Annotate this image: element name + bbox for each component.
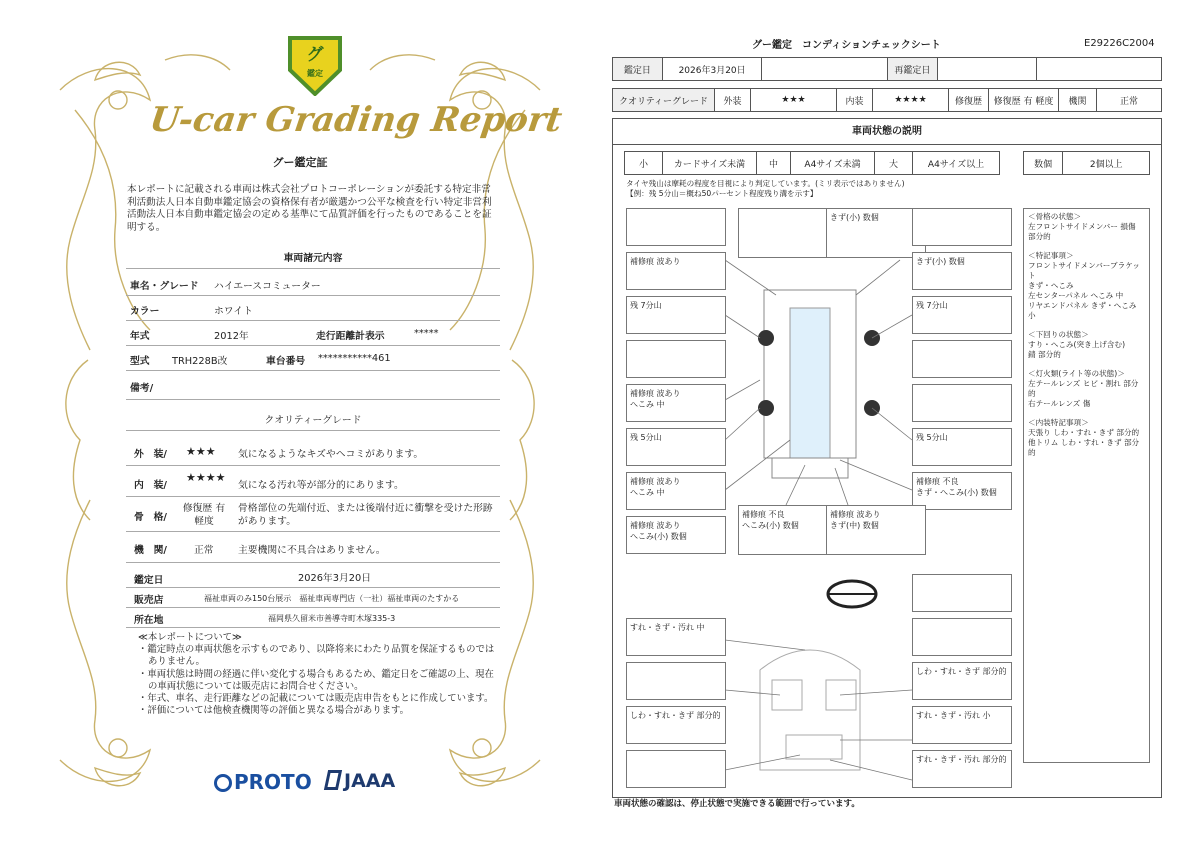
condition-box xyxy=(626,750,726,788)
proto-logo-text: PROTO xyxy=(234,770,312,794)
proto-logo-icon xyxy=(214,774,232,792)
side-note: ＜内装特記事項＞ 天張り しわ・すれ・きず 部分的 他トリム しわ・すれ・きず 部分的 xyxy=(1028,418,1140,457)
int-value: ★★★★ xyxy=(873,89,949,111)
condition-box xyxy=(626,662,726,700)
spec-row-name xyxy=(126,272,500,296)
spec-label: カラー xyxy=(130,306,160,317)
quality-grade: 修復歴 有 軽度 xyxy=(182,503,226,527)
spec-row-year xyxy=(126,322,500,346)
condition-box xyxy=(912,208,1012,246)
condition-box: 残 5分山 xyxy=(626,428,726,466)
svg-text:グ: グ xyxy=(306,45,324,65)
condition-box xyxy=(912,384,1012,422)
quality-desc: 主要機関に不具合はありません。 xyxy=(238,545,386,556)
jaaa-logo-icon xyxy=(324,770,342,790)
spec-label: 走行距離計表示 xyxy=(316,331,385,342)
address-row xyxy=(126,609,500,628)
condition-box: 補修痕 波あり きず(中) 数個 xyxy=(826,505,926,555)
condition-box: すれ・きず・汚れ 小 xyxy=(912,706,1012,744)
quality-label: 外 装/ xyxy=(134,449,167,460)
address-value: 福岡県久留米市善導寺町木塚335-3 xyxy=(268,614,396,623)
spec-row-model xyxy=(126,347,500,371)
spec-row-color xyxy=(126,297,500,321)
count-legend xyxy=(1023,151,1150,175)
note-item: ・鑑定時点の車両状態を示すものであり、以降将来にわたり品質を保証するものではありません。 xyxy=(138,644,495,668)
ext-label: 外装 xyxy=(715,89,751,111)
ext-value: ★★★ xyxy=(751,89,837,111)
spec-label: 車台番号 xyxy=(266,356,306,367)
sheet-title: グー鑑定 コンディションチェックシート xyxy=(752,40,941,51)
spec-value: ホワイト xyxy=(214,306,253,317)
spec-value: ハイエースコミューター xyxy=(214,281,321,292)
side-notes xyxy=(1023,208,1150,763)
date-table xyxy=(612,57,1162,81)
condition-heading: 車両状態の説明 xyxy=(613,119,1161,145)
note-item: ・車両状態は時間の経過に伴い変化する場合もあるため、鑑定日をご確認の上、現在の車両状態については販売店にお問合せください。 xyxy=(138,668,494,692)
shop-value: 福祉車両のみ150台展示 福祉車両専門店（一社）福祉車両のたすかる xyxy=(204,594,460,603)
jaaa-logo xyxy=(326,770,395,792)
condition-box: きず(小) 数個 xyxy=(826,208,926,258)
count-label: 数個 xyxy=(1024,152,1063,174)
quality-label: 骨 格/ xyxy=(134,512,167,523)
engine-label: 機関 xyxy=(1059,89,1097,111)
condition-box: 残 7分山 xyxy=(626,296,726,334)
redate-value xyxy=(938,58,1038,80)
redate-blank xyxy=(1037,58,1161,80)
engine-value: 正常 xyxy=(1119,96,1138,107)
condition-box: 補修痕 波あり へこみ 中 xyxy=(626,472,726,510)
quality-desc: 気になる汚れ等が部分的にあります。 xyxy=(238,480,404,491)
tire-note-line: タイヤ残山は摩耗の程度を目視により判定しています。(ミリ表示ではありません) xyxy=(626,179,905,188)
shop-row xyxy=(126,589,500,608)
condition-box: 残 7分山 xyxy=(912,296,1012,334)
cert-heading: グー鑑定証 xyxy=(272,156,328,169)
size-small: 小 xyxy=(625,152,663,174)
side-note: ＜灯火類(ライト等の状態)＞ 左テールレンズ ヒビ・割れ 部分的 右テールレンズ 傷 xyxy=(1028,369,1139,408)
date-label: 鑑定日 xyxy=(134,575,164,586)
spec-row-remarks xyxy=(126,372,500,400)
side-note: ＜特記事項＞ フロントサイドメンバーブラケット きず・へこみ 左センターパネル へこみ 中 リヤエンドパネル きず・へこみ 小 xyxy=(1028,251,1141,320)
condition-box: 補修痕 波あり xyxy=(626,252,726,290)
size-large: 大 xyxy=(875,152,913,174)
quality-row-frame xyxy=(126,498,500,532)
size-mid-desc: A4サイズ未満 xyxy=(791,152,875,174)
date-blank xyxy=(762,58,888,80)
size-small-desc: カードサイズ未満 xyxy=(663,152,757,174)
condition-box xyxy=(626,208,726,246)
shop-label: 販売店 xyxy=(134,595,164,606)
condition-box xyxy=(912,340,1012,378)
quality-grade: 正常 xyxy=(194,545,214,556)
note-item: ・年式、車名、走行距離などの記載については販売店申告をもとに作成しています。 xyxy=(138,693,494,705)
steering-wheel-icon xyxy=(828,581,876,607)
condition-check-sheet xyxy=(600,0,1200,848)
condition-box: しわ・すれ・きず 部分的 xyxy=(626,706,726,744)
condition-box: 補修痕 不良 へこみ(小) 数個 xyxy=(738,505,838,555)
report-title: U-car Grading Report xyxy=(147,100,565,140)
repair-label: 修復歴 xyxy=(949,89,989,111)
address-label: 所在地 xyxy=(134,615,164,626)
quality-row-ext xyxy=(126,436,500,466)
spec-label: 車名・グレード xyxy=(130,281,199,292)
goo-kantei-badge xyxy=(286,32,344,96)
svg-text:鑑定: 鑑定 xyxy=(307,69,323,78)
quality-row-int xyxy=(126,467,500,497)
quality-desc: 骨格部位の先端付近、または後端付近に衝撃を受けた形跡があります。 xyxy=(238,503,493,527)
date-value: 2026年3月20日 xyxy=(298,573,372,584)
exterior-diagram xyxy=(758,290,880,478)
proto-logo xyxy=(214,770,312,794)
spec-heading: 車両諸元内容 xyxy=(126,250,500,269)
count-desc: 2個以上 xyxy=(1089,159,1123,170)
size-legend xyxy=(624,151,1000,175)
condition-box xyxy=(912,574,1012,612)
side-note: ＜骨格の状態＞ 左フロントサイドメンバー 損傷 部分的 xyxy=(1028,212,1136,241)
condition-box xyxy=(626,340,726,378)
cert-text: 本レポートに記載される車両は株式会社プロトコーポレーションが委託する特定非営利活動法人日本自動車鑑定協会の資格保有者が厳選かつ公平な検査を行い特定非営利活動法人日本自動車鑑定協会の定める基準にて品質評価を行ったものであることを証明する。 xyxy=(127,184,492,233)
spec-label: 年式 xyxy=(130,331,150,342)
quality-label: 機 関/ xyxy=(134,545,167,556)
jaaa-logo-text: JAAA xyxy=(344,770,396,792)
date-row xyxy=(126,568,500,588)
spec-label: 型式 xyxy=(130,356,150,367)
interior-diagram xyxy=(760,650,860,770)
condition-box: 残 5分山 xyxy=(912,428,1012,466)
quality-desc: 気になるようなキズやヘコミがあります。 xyxy=(238,449,424,460)
grade-label: クオリティーグレード xyxy=(613,89,715,111)
condition-box: 補修痕 波あり へこみ 中 xyxy=(626,384,726,422)
footer-note: 車両状態の確認は、停止状態で実施できる範囲で行っています。 xyxy=(614,799,860,809)
report-notes xyxy=(138,632,498,717)
condition-box: 補修痕 不良 きず・へこみ(小) 数個 xyxy=(912,472,1012,510)
size-mid: 中 xyxy=(757,152,791,174)
tire-note-line: 【例：残 5分山＝概ね50パーセント程度残り溝を示す】 xyxy=(626,189,818,198)
quality-row-engine xyxy=(126,533,500,563)
date-label: 鑑定日 xyxy=(613,58,663,80)
condition-box xyxy=(912,618,1012,656)
quality-grade: ★★★★ xyxy=(186,471,226,484)
size-large-desc: A4サイズ以上 xyxy=(927,159,985,170)
condition-box: しわ・すれ・きず 部分的 xyxy=(912,662,1012,700)
spec-label: 備考/ xyxy=(130,383,154,394)
notes-heading: ≪本レポートについて≫ xyxy=(138,632,242,643)
grade-table xyxy=(612,88,1162,112)
quality-grade: ★★★ xyxy=(186,445,216,458)
spec-value: ***** xyxy=(414,328,439,339)
condition-box: 補修痕 波あり へこみ(小) 数個 xyxy=(626,516,726,554)
condition-box: すれ・きず・汚れ 部分的 xyxy=(912,750,1012,788)
repair-value: 修復歴 有 軽度 xyxy=(989,89,1059,111)
document-id: E29226C2004 xyxy=(1084,38,1155,49)
redate-label: 再鑑定日 xyxy=(888,58,938,80)
spec-value: TRH228B改 xyxy=(172,356,228,367)
condition-box: すれ・きず・汚れ 中 xyxy=(626,618,726,656)
date-value: 2026年3月20日 xyxy=(663,58,763,80)
side-note: ＜下回りの状態＞ すり・へこみ(突き上げ含む) 錆 部分的 xyxy=(1028,330,1126,359)
spec-value: ***********461 xyxy=(318,353,391,364)
int-label: 内装 xyxy=(837,89,873,111)
condition-box: きず(小) 数個 xyxy=(912,252,1012,290)
quality-heading: クオリティーグレード xyxy=(126,412,500,431)
spec-value: 2012年 xyxy=(214,331,249,342)
note-item: ・評価については他検査機関等の評価と異なる場合があります。 xyxy=(138,705,409,717)
tire-note xyxy=(626,179,905,199)
quality-label: 内 装/ xyxy=(134,480,167,491)
condition-box xyxy=(738,208,838,258)
